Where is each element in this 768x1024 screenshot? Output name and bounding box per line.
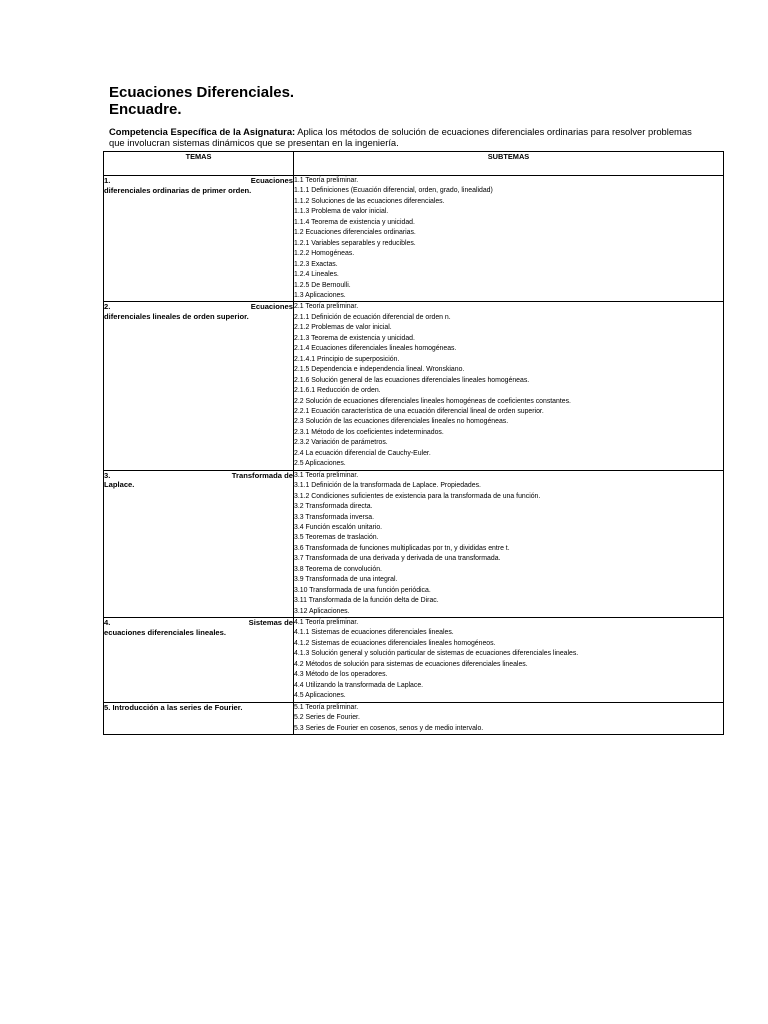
subtema-item: 1.2.2 Homogéneas. <box>294 250 355 258</box>
subtema-item: 3.5 Teoremas de traslación. <box>294 534 379 542</box>
subtema-item: 3.10 Transformada de una función periódica. <box>294 586 431 594</box>
tema-cell <box>104 176 294 302</box>
subtema-item: 1.1 Teoría preliminar. <box>294 177 359 184</box>
table-row <box>104 702 724 734</box>
tema-heading <box>104 618 293 628</box>
subtema-item: 2.1.3 Teorema de existencia y unicidad. <box>294 334 415 342</box>
subtema-item: 2.1.4 Ecuaciones diferenciales lineales homogéneas. <box>294 345 457 353</box>
tema-word: Ecuaciones <box>250 176 293 185</box>
subtema-item: 3.1.2 Condiciones suficientes de existencia para la transformada de una función. <box>294 492 541 500</box>
competencia-text: Aplica los métodos de solución de ecuaciones diferenciales ordinarias para resolver problemas que involucran sistemas dinámicos que se presentan en la ingeniería. <box>109 126 692 148</box>
subtema-item: 1.1.4 Teorema de existencia y unicidad. <box>294 218 415 226</box>
table-header-row <box>104 152 724 176</box>
subtema-item: 3.9 Transformada de una integral. <box>294 576 398 584</box>
subtema-item: 2.1.4.1 Principio de superposición. <box>294 355 400 363</box>
subtema-item: 3.7 Transformada de una derivada y derivada de una transformada. <box>294 555 501 563</box>
subtema-item: 3.6 Transformada de funciones multiplicadas por tn, y divididas entre t. <box>294 544 510 552</box>
subtema-item: 2.3.1 Método de los coeficientes indeterminados. <box>294 428 444 436</box>
tema-heading <box>104 302 293 312</box>
table-row <box>104 470 724 617</box>
tema-title-rest: diferenciales ordinarias de primer orden. <box>104 185 252 195</box>
subtemas-cell <box>294 470 724 617</box>
subtema-item: 3.12 Aplicaciones. <box>294 607 350 615</box>
subtema-item: 2.2 Solución de ecuaciones diferenciales lineales homogéneas de coeficientes constantes. <box>294 397 571 405</box>
subtema-item: 4.4 Utilizando la transformada de Laplace. <box>294 681 424 689</box>
subtema-item: 5.3 Series de Fourier en cosenos, senos y de medio intervalo. <box>294 724 484 732</box>
competencia-label: Competencia Específica de la Asignatura: <box>109 126 296 137</box>
subtema-item: 4.5 Aplicaciones. <box>294 692 346 700</box>
subtema-item: 3.3 Transformada inversa. <box>294 513 375 521</box>
tema-word: Transformada de <box>231 470 293 480</box>
subtema-item: 4.1.2 Sistemas de ecuaciones diferenciales lineales homogéneos. <box>294 639 496 647</box>
document-title <box>109 84 294 118</box>
table-row <box>104 176 724 302</box>
subtemas-cell <box>294 702 724 734</box>
subtema-item: 2.4 La ecuación diferencial de Cauchy-Euler. <box>294 449 431 457</box>
subtema-item: 3.4 Función escalón unitario. <box>294 523 383 531</box>
tema-number: 1. <box>104 176 111 185</box>
header-subtemas: SUBTEMAS <box>294 152 724 176</box>
subtemas-cell <box>294 302 724 470</box>
subtema-item: 4.2 Métodos de solución para sistemas de ecuaciones diferenciales lineales. <box>294 660 528 668</box>
subtema-item: 1.2.4 Lineales. <box>294 271 339 279</box>
tema-heading <box>104 176 293 186</box>
subtema-item: 2.1.1 Definición de ecuación diferencial de orden n. <box>294 313 451 321</box>
subtema-item: 1.2.1 Variables separables y reducibles. <box>294 239 416 247</box>
subtema-item: 2.3 Solución de las ecuaciones diferenciales lineales no homogéneas. <box>294 418 509 426</box>
subtema-item: 4.3 Método de los operadores. <box>294 671 388 679</box>
subtema-item: 1.2.5 De Bernoulli. <box>294 281 351 289</box>
tema-title-rest: ecuaciones diferenciales lineales. <box>104 627 226 637</box>
subtema-item: 2.1.2 Problemas de valor inicial. <box>294 324 392 332</box>
subtema-item: 3.8 Teorema de convolución. <box>294 565 382 573</box>
subtema-item: 1.3 Aplicaciones. <box>294 291 346 299</box>
subtema-item: 1.1.2 Soluciones de las ecuaciones diferenciales. <box>294 197 445 205</box>
subtema-item: 2.5 Aplicaciones. <box>294 460 346 468</box>
syllabus-table <box>103 151 724 735</box>
tema-cell <box>104 618 294 703</box>
subtema-item: 4.1 Teoría preliminar. <box>294 619 359 627</box>
subtema-item: 4.1.3 Solución general y solución particular de sistemas de ecuaciones diferenciales lineales. <box>294 650 579 658</box>
tema-heading <box>104 703 293 713</box>
tema-cell <box>104 302 294 470</box>
tema-number: 4. <box>104 618 111 628</box>
subtema-item: 2.1.6.1 Reducción de orden. <box>294 387 381 395</box>
header-temas: TEMAS <box>104 152 294 176</box>
table-row <box>104 302 724 470</box>
tema-number: 2. <box>104 302 111 312</box>
title-line-1: Ecuaciones Diferenciales. <box>109 84 295 101</box>
subtema-item: 3.1.1 Definición de la transformada de Laplace. Propiedades. <box>294 482 481 490</box>
subtema-item: 5.2 Series de Fourier. <box>294 714 360 722</box>
tema-title-rest: diferenciales lineales de orden superior. <box>104 312 249 322</box>
subtema-item: 2.1.5 Dependencia e independencia lineal. Wronskiano. <box>294 366 465 374</box>
tema-cell <box>104 702 294 734</box>
subtema-item: 1.2.3 Exactas. <box>294 260 338 268</box>
subtema-item: 2.3.2 Variación de parámetros. <box>294 439 388 447</box>
subtema-item: 3.1 Teoría preliminar. <box>294 471 359 479</box>
subtemas-cell <box>294 176 724 302</box>
tema-number: 5. Introducción a las series de Fourier. <box>104 702 243 712</box>
tema-word: Ecuaciones <box>250 302 293 312</box>
subtemas-cell <box>294 618 724 703</box>
tema-title-rest: Laplace. <box>104 480 135 490</box>
subtema-item: 1.2 Ecuaciones diferenciales ordinarias. <box>294 229 416 237</box>
subtema-item: 2.1.6 Solución general de las ecuaciones diferenciales lineales homogéneas. <box>294 376 530 384</box>
subtema-item: 5.1 Teoría preliminar. <box>294 703 359 711</box>
table-row <box>104 618 724 703</box>
subtema-item: 2.1 Teoría preliminar. <box>294 303 359 311</box>
tema-number: 3. <box>104 470 111 480</box>
tema-word: Sistemas de <box>248 618 293 628</box>
title-line-2: Encuadre. <box>109 101 182 118</box>
subtema-item: 3.11 Transformada de la función delta de Dirac. <box>294 597 439 605</box>
subtema-item: 2.2.1 Ecuación característica de una ecuación diferencial lineal de orden superior. <box>294 407 544 415</box>
competencia-paragraph <box>109 126 709 148</box>
subtema-item: 1.1.3 Problema de valor inicial. <box>294 208 389 216</box>
subtema-item: 4.1.1 Sistemas de ecuaciones diferenciales lineales. <box>294 629 454 637</box>
tema-cell <box>104 470 294 617</box>
tema-heading <box>104 471 293 481</box>
subtema-item: 1.1.1 Definiciones (Ecuación diferencial, orden, grado, linealidad) <box>294 187 493 195</box>
subtema-item: 3.2 Transformada directa. <box>294 503 373 511</box>
